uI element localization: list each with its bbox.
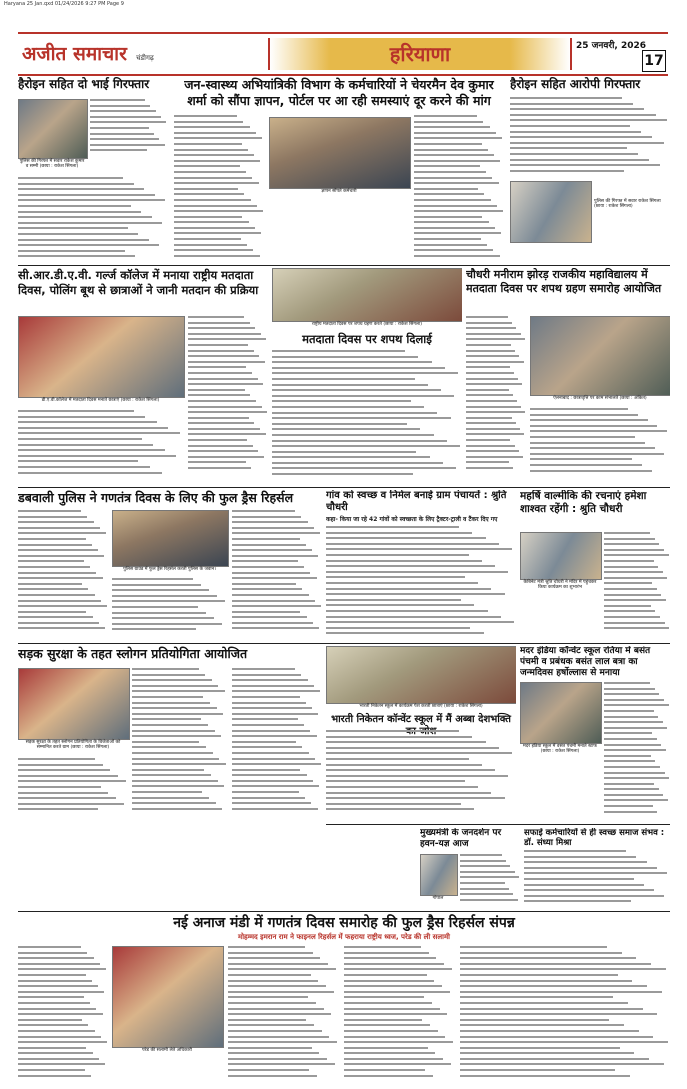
- story-1-headline: हैरोइन सहित दो भाई गिरफ्तार: [18, 77, 150, 91]
- story-15-photo: [112, 946, 224, 1048]
- divider: [18, 643, 670, 644]
- story-6: [466, 268, 670, 483]
- story-5-caption: राष्ट्रीय मतदाता दिवस पर शपथ ग्रहण करते (छाया : राकेश सिंगला): [311, 322, 423, 327]
- story-1: [18, 77, 168, 262]
- story-13-text: [460, 854, 520, 906]
- story-5-photo: [272, 268, 462, 322]
- story-8-text: [326, 526, 516, 638]
- story-1-text-2: [18, 177, 168, 262]
- story-9-headline: महर्षि वाल्मीकि की रचनाएं हमेशा शाश्वत रहेंगी : श्रुति चौधरी: [520, 490, 647, 515]
- story-14: [524, 828, 670, 908]
- story-12-headline: मदर इंडिया कॉन्वेंट स्कूल रतिया में बसंत पंचमी व प्रबंधक बसंत लाल बत्रा का जन्मदिवस हर्षोल्लास से मनाया: [520, 646, 651, 678]
- story-12-photo: [520, 682, 602, 744]
- story-1-text: [90, 99, 168, 157]
- story-11-caption: भारती निकेतन स्कूल में कार्यक्रम पेश करती छात्राएं (छाया : राकेश सिंगला): [359, 704, 483, 709]
- story-7-caption: पुलिस ग्राउंड में फुल ड्रैस रिहर्सल करती पुलिस के जवान।: [123, 567, 216, 572]
- story-4-text-2: [18, 410, 183, 480]
- story-9: [520, 490, 670, 640]
- story-5: [272, 268, 462, 483]
- story-10-text-2: [132, 668, 227, 818]
- story-6-text-2: [530, 408, 670, 478]
- story-10-caption: सड़क सुरक्षा के तहत स्लोगन प्रतियोगिता के विजेताओं को सम्मानित करते ग्राम (छाया : राकेश सिंगला): [25, 740, 121, 751]
- print-strip: Haryana 25 Jan.qxd 01/24/2026 9:27 PM Page 9: [4, 1, 124, 7]
- story-15-text: [18, 946, 108, 1081]
- story-10-photo: [18, 668, 130, 740]
- story-2-headline: जन-स्वास्थ्य अभियांत्रिकी विभाग के कर्मचारियों ने चेयरमैन देव कुमार शर्मा को सौंपा ज्ञापन, पोर्टल पर आ रही समस्याएं दूर करने की मांग: [184, 77, 494, 108]
- masthead: [18, 32, 668, 76]
- story-7-text: [18, 510, 108, 638]
- story-12: [520, 646, 670, 821]
- story-7-headline: डबवाली पुलिस ने गणतंत्र दिवस के लिए की फुल ड्रैस रिहर्सल: [18, 490, 294, 505]
- story-10: [18, 646, 322, 821]
- story-5-text: [272, 350, 462, 480]
- story-13: [420, 828, 520, 908]
- story-11-headline: भारती निकेतन कॉन्वेंट स्कूल में मैं अब्बा देशभक्ति: [331, 714, 511, 725]
- story-8-headline: गांव को स्वच्छ व निर्मल बनाई ग्राम पंचायतें : श्रुति चौधरी: [326, 490, 507, 513]
- story-7: [18, 490, 322, 640]
- edition: चंडीगढ़: [135, 54, 154, 62]
- story-4-caption: डी.ए.वी.कॉलेज में मतदाता दिवस मनाते छात्राएं (छाया : राकेश सिंगला): [41, 398, 160, 403]
- story-13-headline: मुख्यमंत्री के जनदर्शन पर हवन-यज्ञ आज: [420, 828, 502, 849]
- story-7-photo: [112, 510, 229, 567]
- section-bar: [268, 38, 572, 70]
- divider: [18, 911, 670, 912]
- story-6-caption: ऐलनाबाद : छात्रावृत्ति पर काम संभालते (छाया : अंकित): [553, 396, 647, 401]
- story-15-headline: नई अनाज मंडी में गणतंत्र दिवस समारोह की फुल ड्रैस रिहर्सल संपन्न: [173, 915, 515, 931]
- story-6-headline: चौधरी मनीराम झोरड़ राजकीय महाविद्यालय में मतदाता दिवस पर शपथ ग्रहण समारोह आयोजित: [466, 268, 662, 295]
- story-10-headline: सड़क सुरक्षा के तहत स्लोगन प्रतियोगिता आयोजित: [18, 646, 248, 661]
- story-1-photo: [18, 99, 88, 159]
- story-3: [510, 77, 670, 262]
- date: 25 जनवरी, 2026: [576, 41, 646, 51]
- story-9-caption: कैबिनेट मंत्री श्रुति चौधरी ने मंदिर में पहुंचकर किया कार्यक्रम का शुभारंभ: [523, 580, 597, 591]
- story-12-text: [604, 682, 670, 818]
- story-11-photo: [326, 646, 516, 704]
- divider: [18, 487, 670, 488]
- story-2: [174, 77, 504, 262]
- story-12-caption: मदर इंडिया स्कूल में वसंत पंचमी मनाते स्टाफ (छाया : राकेश सिंगला): [523, 744, 597, 755]
- divider: [18, 265, 670, 266]
- story-8: [326, 490, 516, 640]
- story-15-caption: परेड की सलामी लेते अधिकारी: [142, 1048, 192, 1053]
- story-2-photo: [269, 117, 411, 189]
- story-2-caption: ज्ञापन सौंपते कर्मचारी: [321, 189, 357, 194]
- story-6-photo: [530, 316, 670, 396]
- story-10-text: [18, 758, 128, 818]
- story-5-headline: मतदाता दिवस पर शपथ दिलाई: [302, 332, 432, 346]
- section-title: हरियाणा: [389, 42, 451, 66]
- story-3-text: [510, 97, 670, 177]
- story-3-photo: [510, 181, 592, 243]
- story-15-text-3: [344, 946, 454, 1081]
- story-7-text-3: [232, 510, 322, 638]
- story-3-caption: पुलिस की गिरफ्त में सवार राकेश सिंगला (छाया : राकेश सिंगला): [594, 199, 661, 210]
- story-9-text: [604, 532, 670, 638]
- story-11-text: [326, 730, 516, 818]
- story-4-headline: सी.आर.डी.ए.वी. गर्ल्ज कॉलेज में मनाया राष्ट्रीय मतदाता दिवस, पोलिंग बूथ से छात्राओं ने जानी मतदान की प्रक्रिया: [18, 268, 259, 297]
- story-8-subheadline: कहा- किया जा रहे 42 गांवों को स्वच्छता के लिए ट्रैक्टर-ट्राली व टैंकर दिए गए: [326, 516, 498, 523]
- story-14-text-2: [460, 946, 670, 1081]
- story-14-text: [524, 850, 670, 906]
- story-13-photo: [420, 854, 458, 896]
- masthead-left: [22, 40, 192, 68]
- story-2-text-2: [414, 115, 504, 262]
- story-6-text: [466, 316, 526, 476]
- story-1-caption: पुलिस की गिरफ्त में सवार राकेश कुमार व सम्मी (छाया : राकेश सिंगला): [19, 159, 85, 170]
- story-7-text-2: [112, 578, 227, 638]
- story-2-text: [174, 115, 264, 262]
- story-4: [18, 268, 268, 483]
- story-15-text-2: [228, 946, 338, 1081]
- story-14-headline: सफाई कर्मचारियों से ही स्वच्छ समाज संभव : डॉ. संध्या मिश्रा: [524, 828, 665, 848]
- page-number: 17: [642, 50, 666, 72]
- story-3-headline: हैरोइन सहित आरोपी गिरफ्तार: [510, 77, 641, 91]
- divider: [326, 824, 670, 825]
- story-13-caption: गोपाल: [432, 896, 444, 901]
- story-4-text: [188, 316, 268, 476]
- story-9-photo: [520, 532, 602, 580]
- story-4-photo: [18, 316, 185, 398]
- paper-name: अजीत समाचार: [22, 43, 127, 65]
- story-15-subheadline: मोहम्मद इमरान राम ने फाइनल रिहर्सल में फहराया राष्ट्रीय ध्वज, परेड की ली सलामी: [238, 933, 450, 941]
- story-11: [326, 646, 516, 821]
- story-10-text-3: [232, 668, 322, 818]
